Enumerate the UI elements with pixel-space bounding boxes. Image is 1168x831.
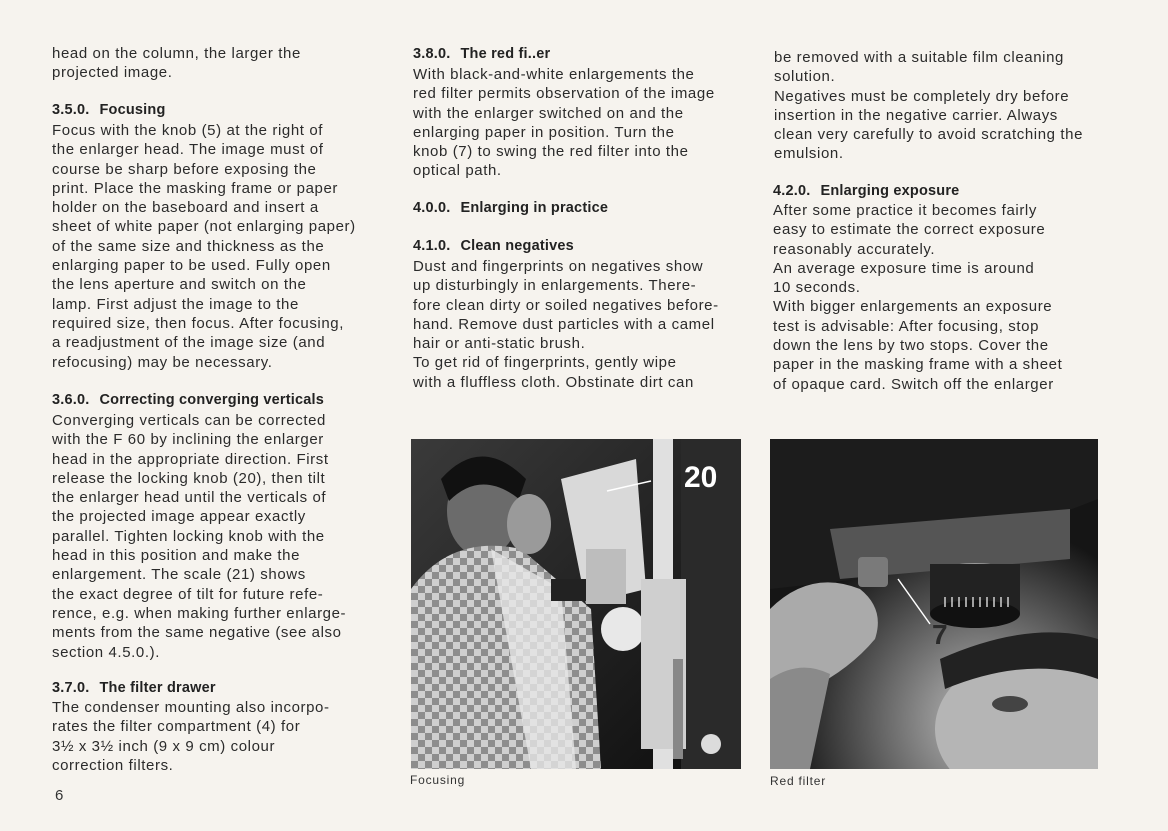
section-number: 3.7.0.: [52, 680, 90, 696]
section-title: Focusing: [99, 102, 166, 118]
section-number: 4.1.0.: [413, 238, 451, 254]
section-heading-enlarging-in-practice: [413, 199, 753, 218]
section-number: 3.6.0.: [52, 392, 90, 408]
section-number: 3.8.0.: [413, 46, 451, 62]
section-heading-focusing: [52, 101, 372, 120]
section-heading-red-filter: [413, 45, 753, 64]
section-heading-converging-verticals: [52, 391, 372, 410]
section-heading-filter-drawer: [52, 679, 372, 698]
section-body-enlarging-exposure: After some practice it becomes fairly easy to estimate the correct exposure reasonably accurately. An average exposure time is around 10 seconds. With bigger enlargements an exposure test is advisable: After focusing, stop down the lens by two stops. Cover the paper in the masking frame with a sheet of opaque card. Switch off the enlarger: [773, 202, 1063, 393]
section-title: The red fi..er: [460, 46, 551, 62]
intro-paragraph: be removed with a suitable film cleaning solution. Negatives must be completely dry before insertion in the negative carrier. Always clean very carefully to avoid scratching the emulsion.: [774, 49, 1084, 163]
page-number: 6: [55, 787, 64, 804]
section-body-red-filter: With black-and-white enlargements the red filter permits observation of the image with the enlarger switched on and the enlarging paper in position. Turn the knob (7) to swing the red filter into the optical path.: [413, 66, 715, 180]
section-title: Enlarging exposure: [820, 183, 960, 199]
section-title: The filter drawer: [99, 680, 216, 696]
photo-caption-focusing: Focusing: [410, 773, 466, 787]
section-heading-enlarging-exposure: [773, 182, 1110, 201]
section-number: 4.2.0.: [773, 183, 811, 199]
photo-caption-red-filter: Red filter: [770, 774, 827, 788]
callout-number: 7: [932, 619, 948, 650]
section-title: Enlarging in practice: [460, 200, 609, 216]
section-number: 4.0.0.: [413, 200, 451, 216]
photo-red-filter: [770, 439, 1098, 769]
section-body-focusing: Focus with the knob (5) at the right of the enlarger head. The image must of course be sharp before exposing the print. Place the masking frame or paper holder on the baseboard and insert a sheet of white paper (not enlarging paper) of the same size and thickness as the enlarging paper to be used. Fully open the lens aperture and switch on the lamp. First adjust the image to the required size, then focus. After focusing, a readjustment of the image size (and refocusing) may be necessary.: [52, 122, 356, 371]
intro-paragraph: head on the column, the larger the projected image.: [52, 45, 301, 82]
section-heading-clean-negatives: [413, 237, 753, 256]
callout-number: 20: [684, 461, 718, 494]
section-number: 3.5.0.: [52, 102, 90, 118]
photo-red-filter-illustration: [770, 439, 1098, 769]
section-body-filter-drawer: The condenser mounting also incorpo- rates the filter compartment (4) for 3½ x 3½ inch (9 x 9 cm) colour correction filters.: [52, 699, 330, 774]
section-title: Clean negatives: [460, 238, 574, 254]
section-body-converging-verticals: Converging verticals can be corrected with the F 60 by inclining the enlarger head in the appropriate direction. First release the locking knob (20), then tilt the enlarger head until the verticals of the projected image appear exactly parallel. Tighten locking knob with the head in this position and make the enlargement. The scale (21) shows the exact degree of tilt for future refe- rence, e.g. when making further enlarge- ments from the same negative (see also section 4.5.0.).: [52, 412, 347, 661]
section-title: Correcting converging verticals: [99, 392, 325, 408]
section-body-clean-negatives: Dust and fingerprints on negatives show up disturbingly in enlargements. There- fore clean dirty or soiled negatives before- hand. Remove dust particles with a camel hair or anti-static brush. To get rid of fingerprints, gently wipe with a fluffless cloth. Obstinate dirt can: [413, 258, 719, 391]
photo-focusing: [411, 439, 741, 769]
